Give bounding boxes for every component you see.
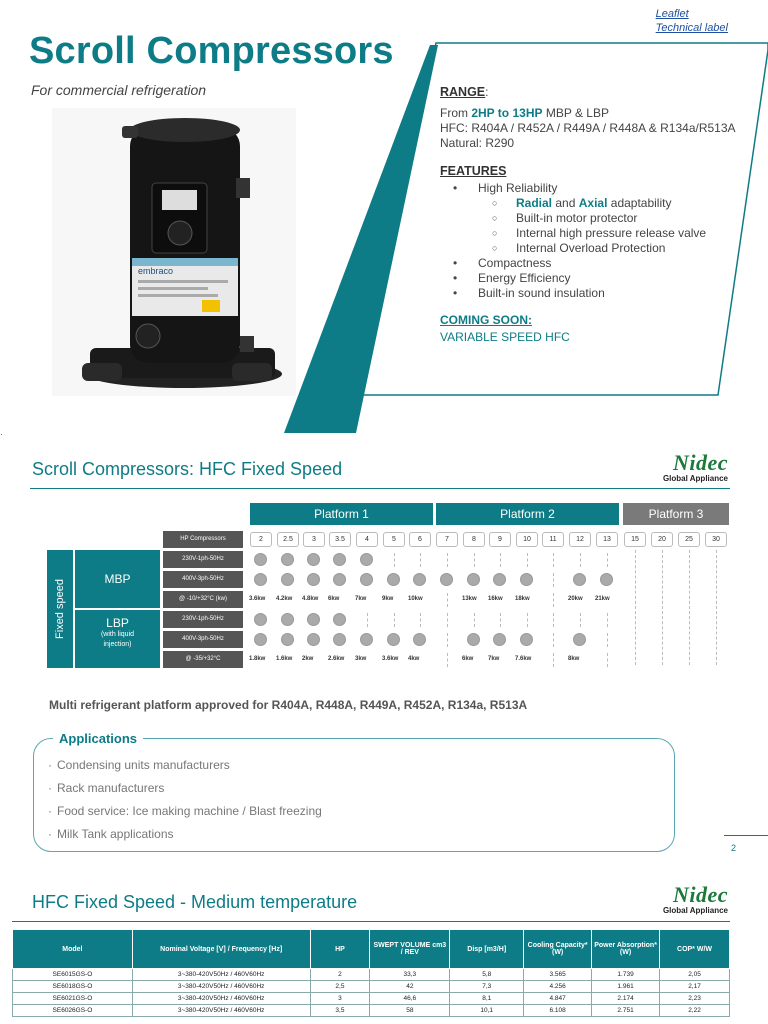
row-label: 400V-3ph-50Hz bbox=[163, 571, 243, 588]
availability-dot bbox=[387, 573, 400, 586]
table-row bbox=[13, 969, 730, 981]
table-cell: 3 bbox=[310, 993, 370, 1005]
range-hp: 2HP to 13HP bbox=[471, 106, 543, 120]
availability-dot bbox=[333, 573, 346, 586]
availability-dot bbox=[493, 633, 506, 646]
empty-slot-line bbox=[500, 553, 501, 567]
table-cell: 2,22 bbox=[660, 1005, 730, 1017]
row-label: @ -35/+32°C bbox=[163, 651, 243, 668]
table-cell: 3,5 bbox=[310, 1005, 370, 1017]
empty-slot-line bbox=[420, 613, 421, 627]
availability-dot bbox=[493, 573, 506, 586]
empty-slot-line bbox=[474, 553, 475, 567]
sub-feature-item: ○ Built-in motor protector bbox=[440, 211, 760, 226]
nidec-logo: Nidec Global Appliance bbox=[662, 450, 728, 483]
platform-2-header: Platform 2 bbox=[436, 503, 619, 525]
hp-value: 25 bbox=[678, 532, 700, 547]
compressor-image bbox=[52, 108, 296, 396]
leaflet-link[interactable]: Leaflet bbox=[655, 8, 689, 20]
table-cell: SE6021GS-O bbox=[13, 993, 133, 1005]
availability-dot bbox=[254, 633, 267, 646]
availability-dot bbox=[307, 633, 320, 646]
empty-slot-line bbox=[447, 653, 448, 667]
availability-dot bbox=[467, 633, 480, 646]
col-header: HP bbox=[310, 930, 370, 969]
row-label: @ -10/+32°C (kw) bbox=[163, 591, 243, 608]
table-cell: 2.751 bbox=[592, 1005, 660, 1017]
capacity-value: 1.6kw bbox=[276, 656, 293, 662]
capacity-value: 2kw bbox=[302, 656, 314, 662]
platform-1-header: Platform 1 bbox=[250, 503, 433, 525]
availability-dot bbox=[440, 573, 453, 586]
nidec-logo-2: Nidec Global Appliance bbox=[662, 882, 728, 915]
brand-label: embraco bbox=[138, 266, 174, 276]
hp-value: 20 bbox=[651, 532, 673, 547]
table-cell: 3~380-420V50Hz / 460V60Hz bbox=[132, 1005, 310, 1017]
availability-dot bbox=[600, 573, 613, 586]
table-cell: 58 bbox=[370, 1005, 450, 1017]
teal-slash bbox=[284, 45, 438, 433]
availability-dot bbox=[360, 633, 373, 646]
availability-dot bbox=[281, 553, 294, 566]
empty-slot-line bbox=[607, 613, 608, 627]
page-title: Scroll Compressors bbox=[29, 30, 394, 72]
table-row bbox=[13, 1005, 730, 1017]
availability-dot bbox=[307, 573, 320, 586]
table-cell: 5,8 bbox=[450, 969, 524, 981]
availability-dot bbox=[254, 553, 267, 566]
table-cell: 2,05 bbox=[660, 969, 730, 981]
capacity-value: 4.2kw bbox=[276, 596, 293, 602]
feature-item: • High Reliability bbox=[440, 181, 760, 196]
hp-value: 5 bbox=[383, 532, 405, 547]
row-label: 230V-1ph-50Hz bbox=[163, 551, 243, 568]
capacity-value: 7kw bbox=[355, 596, 367, 602]
empty-slot-line bbox=[553, 633, 554, 647]
table-cell: 3~380-420V50Hz / 460V60Hz bbox=[132, 981, 310, 993]
technical-label-link[interactable]: Technical label bbox=[655, 22, 728, 34]
page-number: 2 bbox=[731, 843, 737, 853]
capacity-value: 4kw bbox=[408, 656, 420, 662]
table-cell: 2.174 bbox=[592, 993, 660, 1005]
range-natural: Natural: R290 bbox=[440, 136, 515, 150]
capacity-value: 6kw bbox=[462, 656, 474, 662]
applications-title: Applications bbox=[53, 731, 143, 746]
hp-value: 7 bbox=[436, 532, 458, 547]
info-box: RANGE: From 2HP to 13HP MBP & LBP HFC: R404A / R452A / R449A / R448A & R134a/R513A Natural: R290 FEATURES • High Reliability ○ Radial and Axial adaptability ○ Built-in motor protector ○ Internal high pressure release valve ○ Internal Overload Protection • Compactness • Energy Efficiency • Built-in sound insulation COMING SOON: VARIABLE SPEED HFC bbox=[440, 82, 760, 345]
section3-rule bbox=[12, 921, 730, 922]
hp-value: 6 bbox=[409, 532, 431, 547]
availability-dot bbox=[307, 553, 320, 566]
application-item: · Rack manufacturers bbox=[48, 777, 322, 800]
capacity-value: 2.6kw bbox=[328, 656, 345, 662]
hp-value: 9 bbox=[489, 532, 511, 547]
hp-value: 4 bbox=[356, 532, 378, 547]
empty-slot-line bbox=[553, 613, 554, 627]
col-header: SWEPT VOLUME cm3 / REV bbox=[370, 930, 450, 969]
section2-rule bbox=[30, 488, 730, 489]
table-cell: 4.847 bbox=[524, 993, 592, 1005]
availability-dot bbox=[573, 633, 586, 646]
table-cell: 2,5 bbox=[310, 981, 370, 993]
features-heading: FEATURES bbox=[440, 164, 507, 178]
table-cell: 2,23 bbox=[660, 993, 730, 1005]
hp-value: 2 bbox=[250, 532, 272, 547]
table-cell: 8,1 bbox=[450, 993, 524, 1005]
availability-dot bbox=[413, 573, 426, 586]
fixed-speed-label: Fixed speed bbox=[47, 550, 73, 668]
multi-refrigerant-note: Multi refrigerant platform approved for R404A, R448A, R449A, R452A, R134a, R513A bbox=[49, 698, 528, 712]
capacity-value: 8kw bbox=[568, 656, 580, 662]
hp-value: 3 bbox=[303, 532, 325, 547]
hp-value: 2.5 bbox=[277, 532, 299, 547]
capacity-value: 3kw bbox=[355, 656, 367, 662]
crop-mark: · bbox=[0, 430, 3, 439]
col-header: Nominal Voltage [V] / Frequency [Hz] bbox=[132, 930, 310, 969]
platform3-placeholder-line bbox=[662, 550, 663, 665]
hp-value: 30 bbox=[705, 532, 727, 547]
table-cell: 6.108 bbox=[524, 1005, 592, 1017]
empty-slot-line bbox=[500, 613, 501, 627]
availability-dot bbox=[281, 633, 294, 646]
availability-dot bbox=[360, 553, 373, 566]
range-heading: RANGE bbox=[440, 85, 486, 99]
table-row bbox=[13, 981, 730, 993]
table-cell: 1.739 bbox=[592, 969, 660, 981]
feature-item: • Compactness bbox=[440, 256, 760, 271]
table-cell: 46,6 bbox=[370, 993, 450, 1005]
feature-item: • Built-in sound insulation bbox=[440, 286, 760, 301]
section3-title: HFC Fixed Speed - Medium temperature bbox=[32, 892, 358, 912]
availability-dot bbox=[281, 613, 294, 626]
page-subtitle: For commercial refrigeration bbox=[31, 82, 207, 98]
availability-dot bbox=[413, 633, 426, 646]
empty-slot-line bbox=[394, 613, 395, 627]
availability-dot bbox=[333, 553, 346, 566]
table-cell: 2,17 bbox=[660, 981, 730, 993]
table-cell: SE6015GS-O bbox=[13, 969, 133, 981]
empty-slot-line bbox=[447, 613, 448, 627]
col-header: Disp [m3/H] bbox=[450, 930, 524, 969]
table-cell: 33,3 bbox=[370, 969, 450, 981]
row-label: 400V-3ph-50Hz bbox=[163, 631, 243, 648]
hp-value: 12 bbox=[569, 532, 591, 547]
availability-dot bbox=[360, 573, 373, 586]
empty-slot-line bbox=[367, 613, 368, 627]
coming-soon-text: VARIABLE SPEED HFC bbox=[440, 330, 570, 344]
availability-dot bbox=[281, 573, 294, 586]
table-cell: 4.256 bbox=[524, 981, 592, 993]
empty-slot-line bbox=[553, 593, 554, 607]
empty-slot-line bbox=[527, 553, 528, 567]
capacity-value: 13kw bbox=[462, 596, 477, 602]
col-header: Cooling Capacity* (W) bbox=[524, 930, 592, 969]
platform3-placeholder-line bbox=[689, 550, 690, 665]
table-cell: 10,1 bbox=[450, 1005, 524, 1017]
hp-compressors-label: HP Compressors bbox=[163, 531, 243, 548]
top-links bbox=[656, 7, 728, 35]
availability-dot bbox=[307, 613, 320, 626]
table-cell: SE6026GS-O bbox=[13, 1005, 133, 1017]
table-cell: 3~380-420V50Hz / 460V60Hz bbox=[132, 993, 310, 1005]
capacity-value: 21kw bbox=[595, 596, 610, 602]
capacity-value: 4.8kw bbox=[302, 596, 319, 602]
table-cell: SE6018GS-O bbox=[13, 981, 133, 993]
hp-value: 15 bbox=[624, 532, 646, 547]
capacity-value: 6kw bbox=[328, 596, 340, 602]
empty-slot-line bbox=[420, 553, 421, 567]
table-cell: 3.565 bbox=[524, 969, 592, 981]
hp-value: 11 bbox=[542, 532, 564, 547]
table-row bbox=[13, 993, 730, 1005]
application-item: · Food service: Ice making machine / Blast freezing bbox=[48, 800, 322, 823]
table-cell: 1.961 bbox=[592, 981, 660, 993]
page-rule bbox=[724, 835, 768, 836]
col-header: COP* W/W bbox=[660, 930, 730, 969]
lbp-label: LBP (with liquid injection) bbox=[75, 610, 160, 668]
empty-slot-line bbox=[580, 553, 581, 567]
empty-slot-line bbox=[607, 653, 608, 667]
col-header: Power Absorption* (W) bbox=[592, 930, 660, 969]
row-label: 230V-1ph-50Hz bbox=[163, 611, 243, 628]
sub-feature-item: ○ Radial and Axial adaptability bbox=[440, 196, 760, 211]
section2-title: Scroll Compressors: HFC Fixed Speed bbox=[32, 459, 343, 479]
capacity-value: 20kw bbox=[568, 596, 583, 602]
hp-value: 3.5 bbox=[329, 532, 351, 547]
empty-slot-line bbox=[553, 553, 554, 567]
availability-dot bbox=[333, 633, 346, 646]
capacity-value: 9kw bbox=[382, 596, 394, 602]
table-cell: 42 bbox=[370, 981, 450, 993]
availability-dot bbox=[387, 633, 400, 646]
empty-slot-line bbox=[447, 593, 448, 607]
empty-slot-line bbox=[527, 613, 528, 627]
platform-3-header: Platform 3 bbox=[623, 503, 729, 525]
empty-slot-line bbox=[553, 653, 554, 667]
capacity-value: 7.6kw bbox=[515, 656, 532, 662]
table-cell: 7,3 bbox=[450, 981, 524, 993]
empty-slot-line bbox=[553, 573, 554, 587]
sub-feature-item: ○ Internal Overload Protection bbox=[440, 241, 760, 256]
availability-dot bbox=[520, 573, 533, 586]
hp-value: 13 bbox=[596, 532, 618, 547]
capacity-value: 3.6kw bbox=[382, 656, 399, 662]
platform3-placeholder-line bbox=[716, 550, 717, 665]
sub-feature-item: ○ Internal high pressure release valve bbox=[440, 226, 760, 241]
hp-value: 8 bbox=[463, 532, 485, 547]
availability-dot bbox=[254, 613, 267, 626]
applications-box bbox=[33, 738, 675, 852]
coming-soon-heading: COMING SOON: bbox=[440, 313, 532, 327]
empty-slot-line bbox=[447, 553, 448, 567]
availability-dot bbox=[520, 633, 533, 646]
empty-slot-line bbox=[447, 633, 448, 647]
availability-dot bbox=[573, 573, 586, 586]
table-cell: 2 bbox=[310, 969, 370, 981]
range-type: MBP & LBP bbox=[545, 106, 609, 120]
col-header: Model bbox=[13, 930, 133, 969]
application-item: · Milk Tank applications bbox=[48, 823, 322, 846]
spec-table bbox=[12, 929, 730, 1017]
feature-item: • Energy Efficiency bbox=[440, 271, 760, 286]
empty-slot-line bbox=[580, 613, 581, 627]
empty-slot-line bbox=[474, 613, 475, 627]
capacity-value: 18kw bbox=[515, 596, 530, 602]
platform3-placeholder-line bbox=[635, 550, 636, 665]
capacity-value: 1.8kw bbox=[249, 656, 266, 662]
empty-slot-line bbox=[394, 553, 395, 567]
empty-slot-line bbox=[607, 553, 608, 567]
table-cell: 3~380-420V50Hz / 460V60Hz bbox=[132, 969, 310, 981]
capacity-value: 16kw bbox=[488, 596, 503, 602]
availability-dot bbox=[333, 613, 346, 626]
hp-value: 10 bbox=[516, 532, 538, 547]
capacity-value: 10kw bbox=[408, 596, 423, 602]
availability-dot bbox=[467, 573, 480, 586]
mbp-label: MBP bbox=[75, 550, 160, 608]
application-item: · Condensing units manufacturers bbox=[48, 754, 322, 777]
capacity-value: 7kw bbox=[488, 656, 500, 662]
empty-slot-line bbox=[607, 633, 608, 647]
availability-dot bbox=[254, 573, 267, 586]
range-from: From bbox=[440, 106, 468, 120]
capacity-value: 3.6kw bbox=[249, 596, 266, 602]
range-hfc: HFC: R404A / R452A / R449A / R448A & R134a/R513A bbox=[440, 121, 736, 135]
